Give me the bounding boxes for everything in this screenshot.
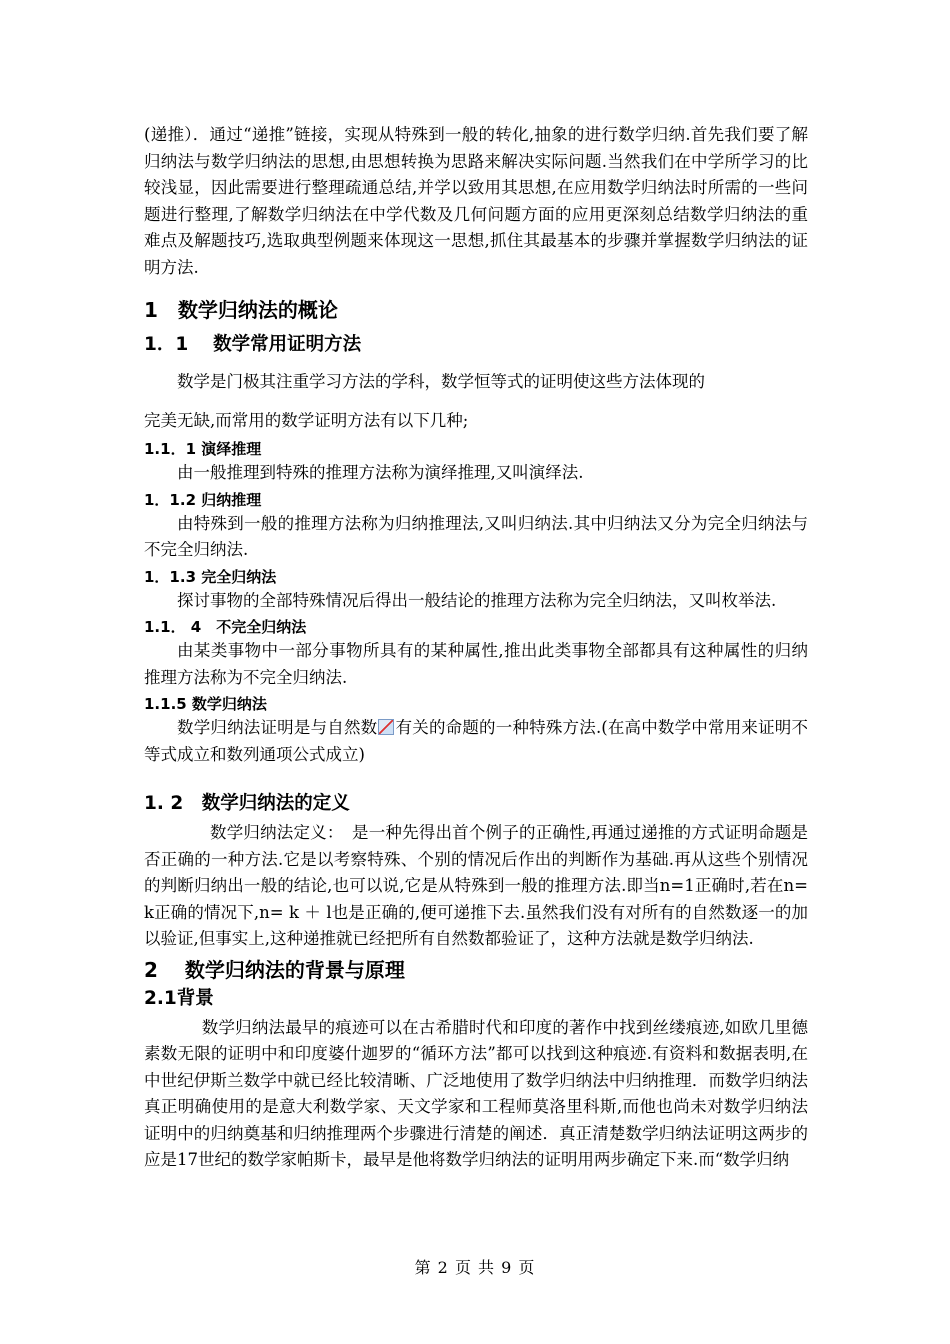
section-1-1-2-text: 由特殊到一般的推理方法称为归纳推理法,又叫归纳法.其中归纳法又分为完全归纳法与不完全归纳法.	[144, 513, 808, 559]
section-1-1-5-heading: 1.1.5 数学归纳法	[144, 695, 267, 713]
broken-image-icon	[378, 719, 394, 735]
section-1-1-1-text: 由一般推理到特殊的推理方法称为演绎推理,又叫演绎法.	[177, 463, 584, 482]
intro-paragraph: (递推）．通过“递推”链接，实现从特殊到一般的转化,抽象的进行数学归纳.首先我们要了解归纳法与数学归纳法的思想,由思想转换为思路来解决实际问题.当然我们在中学所学习的比较浅显，因此需要进行整理疏通总结,并学以致用其思想,在应用数学归纳法时所需的一些问题进行整理,了解数学归纳法在中学代数及几何问题方面的应用更深刻总结数学归纳法的重难点及解题技巧,选取典型例题来体现这一思想,抓住其最基本的步骤并掌握数学归纳法的证明方法.	[144, 125, 808, 277]
section-1-1-5-text-before: 数学归纳法证明是与自然数	[177, 718, 378, 737]
section-1-1-3-text: 探讨事物的全部特殊情况后得出一般结论的推理方法称为完全归纳法，又叫枚举法.	[177, 590, 777, 610]
section-1-1-heading: 1．1 数学常用证明方法	[144, 334, 362, 355]
section-2-1-text: 数学归纳法最早的痕迹可以在古希腊时代和印度的著作中找到丝缕痕迹,如欧几里德素数无限的证明中和印度婆什迦罗的“循环方法”都可以找到这种痕迹.有资料和数据表明,在中世纪伊斯兰数学中就已经比较清晰、广泛地使用了数学归纳法中归纳推理．而数学归纳法真正明确使用的是意大利数学家、天文学家和工程师莫洛里科斯,而他也尚未对数学归纳法证明中的归纳奠基和归纳推理两个步骤进行清楚的阐述．真正清楚数学归纳法证明这两步的应是17世纪的数学家帕斯卡，最早是他将数学归纳法的证明用两步确定下来.而“数学归纳	[144, 1017, 808, 1169]
section-1-1-3-heading: 1．1.3 完全归纳法	[144, 567, 277, 586]
section-1-heading: 1 数学归纳法的概论	[144, 298, 338, 322]
section-1-1-2-heading: 1．1.2 归纳推理	[144, 490, 262, 509]
section-2-1-heading: 2.1背景	[144, 987, 214, 1009]
section-1-1-4-text: 由某类事物中一部分事物所具有的某种属性,推出此类事物全部都具有这种属性的归纳推理方法称为不完全归纳法.	[144, 641, 808, 687]
section-1-2-text: 数学归纳法定义： 是一种先得出首个例子的正确性,再通过递推的方式证明命题是否正确的一种方法.它是以考察特殊、个别的情况后作出的判断作为基础.再从这些个别情况的判断归纳出一般的结论,也可以说,它是从特殊到一般的推理方法.即当n=1正确时,若在n= k正确的情况下,n= k ＋ l也是正确的,便可递推下去.虽然我们没有对所有的自然数逐一的加以验证,但事实上,这种递推就已经把所有自然数都验证了，这种方法就是数学归纳法.	[144, 823, 808, 948]
section-1-2-heading: 1. 2 数学归纳法的定义	[144, 793, 350, 814]
section-1-1-5-text	[144, 715, 808, 768]
section-1-1-4-heading: 1.1． 4 不完全归纳法	[144, 618, 307, 636]
document-page	[144, 122, 808, 1174]
section-1-1-text-line1: 数学是门极其注重学习方法的学科，数学恒等式的证明使这些方法体现的	[177, 372, 705, 391]
section-1-1-5-text-after: 有关的命题的一种特殊方法.(在高中数学中常用来证明不等式成立和数列通项公式成立)	[144, 718, 808, 764]
section-2-heading: 2 数学归纳法的背景与原理	[144, 957, 405, 982]
section-1-1-1-heading: 1.1．1 演绎推理	[144, 440, 262, 458]
page-number-footer: 第 2 页 共 9 页	[414, 1258, 536, 1277]
section-1-1-text-line2: 完美无缺,而常用的数学证明方法有以下几种;	[144, 410, 469, 430]
